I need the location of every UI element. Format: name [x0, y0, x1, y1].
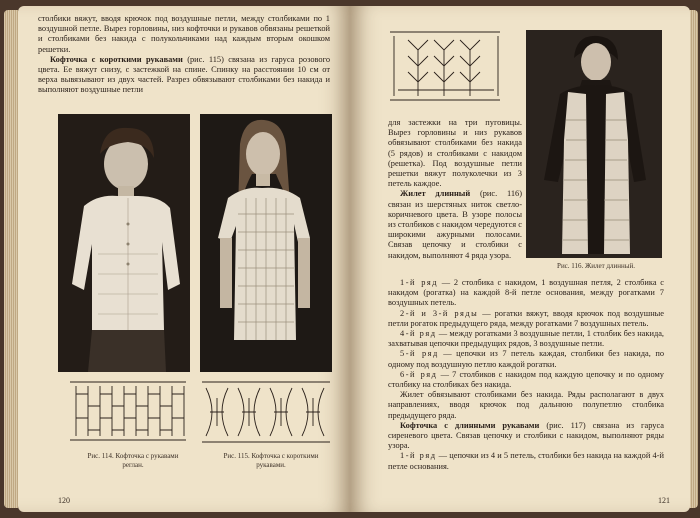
section-ref: (рис. 115) [187, 54, 224, 64]
caption-114: Рис. 114. Кофточка с рукавами реглан. [87, 452, 179, 469]
row-label: 2-й и 3-й ряды [400, 308, 479, 318]
vest-title: Жилет длинный [400, 189, 471, 199]
row-label: 4-й ряд [400, 329, 437, 339]
page-number-left: 120 [58, 496, 70, 505]
stitch-chart-115 [198, 378, 334, 446]
row-text: — 2 столбика с накидом, 1 воздушная петля, 2 столбика с накидом (рогатка) на каждой 8-й петле основания, между рогатками 7 воздушных петель. [388, 278, 665, 308]
row-text: — цепочки из 7 петель каждая, столбики без накида, по одному под воздушную петлю каждой рогатки. [388, 349, 665, 369]
vest-text: (рис. 116) связан из шерстяных ниток светло-коричневого цвета. В узоре полосы из столбиков с накидом чередуются с широкими ажурными полосами. Связав цепочку и столбики с накидом, выполняют 4 ряда узора. [388, 189, 523, 260]
long-sleeve-text: (рис. 117) связана из гаруса сиреневого цвета. Связав цепочку и столбики с накидом, выполняют ряды узора. [388, 420, 665, 451]
row-label: 6-й ряд [400, 369, 438, 379]
photo-figure-114 [58, 114, 190, 372]
row-text: — цепочки из 4 и 5 петель, столбики без накида на каждой 4-й петле основания. [388, 451, 665, 471]
long-sleeve-title: Кофточка с длинными рукавами [400, 420, 540, 430]
right-full-paragraph [388, 278, 664, 472]
row-text: — рогатки вяжут, вводя крючок под воздушные петли рогаток предыдущего ряда, между рогатками 7 воздушных петель. [388, 308, 665, 328]
caption-116: Рис. 116. Жилет длинный. [557, 262, 635, 270]
photo-figure-116 [526, 30, 662, 258]
row-label: 1-й ряд [400, 278, 439, 287]
woman-raglan-sweater-photo [58, 114, 190, 372]
page-number-right: 121 [658, 496, 670, 505]
left-page [18, 6, 350, 512]
stitch-chart-top [388, 28, 502, 104]
row-label: 5-й ряд [400, 349, 439, 359]
edge-text: Жилет обвязывают столбиками без накида. Ряды располагают в двух направлениях, вводя крючок под дальнюю полупетлю столбика предыдущего ряда. [388, 390, 664, 420]
woman-short-sleeve-top-photo [200, 114, 332, 372]
row-text: — 7 столбиков с накидом под каждую цепочку и по одному столбику на столбиках без накида. [388, 369, 664, 390]
page-edges-left [4, 10, 18, 508]
text-line: для застежки на три пуговицы. Вырез горловины и низ рукавов обвязывают столбиками без накида (5 рядов) и столбиками с накидом (решетка). Под воздушные петли решетки вяжут полуколечки из 3 петель каждое. [388, 118, 522, 189]
photo-figure-115 [200, 114, 332, 372]
left-top-paragraph [38, 14, 330, 96]
caption-115: Рис. 115. Кофточка с короткими рукавами. [223, 452, 319, 469]
row-text: — между рогатками 3 воздушные петли, 1 столбик без накида, захватывая цепочки предыдущих рядов, 3 воздушные петли. [388, 329, 665, 349]
row-label: 1-й ряд [400, 451, 437, 461]
text-line: столбики вяжут, вводя крючок под воздушные петли, между столбиками по 1 воздушной петле. Вырез горловины, низ кофточки и рукавов обвязаны решеткой и столбиками без накида с полукольчиками над каждым вторым окошком решетки. [38, 14, 330, 54]
stitch-chart-114 [66, 378, 190, 444]
right-page [350, 6, 690, 512]
woman-long-vest-photo [526, 30, 662, 258]
right-column-paragraph [388, 118, 522, 261]
section-text: связана из гаруса розового цвета. Ее вяжут снизу, с застежкой на спине. Спинку на расстоянии 10 см от верха вывязывают из двух частей. Разрез обвязывают столбиками без накида и выполняют воздушные петли [38, 54, 331, 95]
section-title: Кофточка с короткими рукавами [50, 54, 183, 64]
